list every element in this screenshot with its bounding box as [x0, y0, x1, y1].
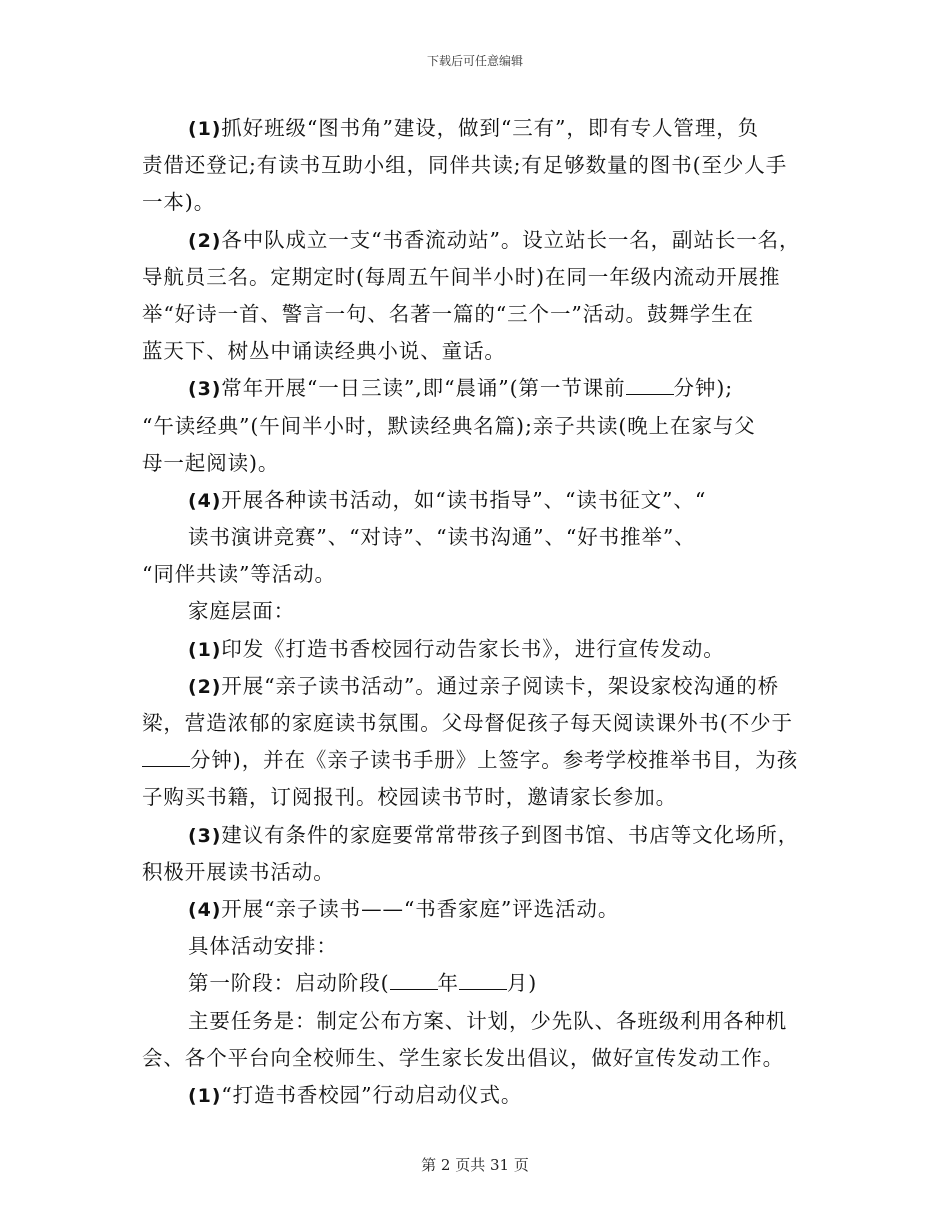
- text-line: [142, 928, 812, 965]
- text-line: [142, 445, 812, 482]
- text-line: [142, 408, 812, 445]
- text-line: [142, 965, 812, 1002]
- text-line: [142, 519, 812, 556]
- line-text: 各中队成立一支“书香流动站”。设立站长一名，副站长一名，: [221, 227, 801, 252]
- fill-blank: [459, 971, 507, 990]
- line-text: 读书演讲竞赛”、“对诗”、“读书沟通”、“好书推举”、: [188, 525, 696, 550]
- page-footer: 第 2 页共 31 页: [421, 1156, 529, 1174]
- line-text: 分钟);: [673, 376, 734, 401]
- text-line: [142, 891, 812, 928]
- line-text: 开展“亲子读书活动”。通过亲子阅读卡，架设家校沟通的桥: [221, 673, 780, 698]
- item-number: (3): [188, 824, 222, 847]
- text-line: [142, 110, 812, 147]
- line-text: 建议有条件的家庭要常常带孩子到图书馆、书店等文化场所，: [221, 822, 800, 847]
- text-line: [142, 333, 812, 370]
- text-line: [142, 593, 812, 630]
- fill-blank: [626, 376, 674, 395]
- line-text: 常年开展“一日三读”,即“晨诵”(第一节课前: [221, 376, 626, 401]
- line-text: 分钟)，并在《亲子读书手册》上签字。参考学校推举书目，为孩: [190, 748, 799, 773]
- text-line: [142, 779, 812, 816]
- line-text: “午读经典”(午间半小时，默读经典名篇);亲子共读(晚上在家与父: [142, 413, 756, 438]
- line-text: 梁，营造浓郁的家庭读书氛围。父母督促孩子每天阅读课外书(不少于: [142, 711, 793, 735]
- text-line: [142, 222, 812, 259]
- text-line: [142, 1040, 812, 1077]
- line-text: 年: [437, 971, 459, 996]
- line-text: “同伴共读”等活动。: [142, 562, 336, 587]
- line-text: 开展各种读书活动，如“读书指导”、“读书征文”、“: [221, 487, 707, 512]
- line-text: 家庭层面：: [188, 599, 295, 624]
- item-number: (3): [188, 378, 222, 401]
- text-line: [142, 742, 812, 779]
- text-line: [142, 854, 812, 891]
- line-text: 主要任务是：制定公布方案、计划，少先队、各班级利用各种机: [188, 1008, 788, 1033]
- line-text: 积极开展读书活动。: [142, 859, 335, 884]
- text-line: [142, 370, 812, 407]
- line-text: 开展“亲子读书——“书香家庭”评选活动。: [221, 896, 620, 921]
- line-text: 月): [506, 971, 538, 996]
- item-number: (2): [188, 229, 222, 252]
- text-line: [142, 296, 812, 333]
- page-header: 下载后可任意编辑: [426, 54, 523, 68]
- line-text: 责借还登记;有读书互助小组，同伴共读;有足够数量的图书(至少人手: [142, 153, 788, 178]
- text-line: [142, 817, 812, 854]
- text-line: [142, 1077, 812, 1114]
- item-number: (1): [188, 638, 222, 661]
- line-text: 母一起阅读)。: [142, 450, 280, 475]
- line-text: “打造书香校园”行动启动仪式。: [221, 1082, 523, 1107]
- line-text: 具体活动安排：: [188, 934, 338, 959]
- line-text: 第一阶段：启动阶段(: [188, 971, 390, 996]
- line-text: 会、各个平台向全校师生、学生家长发出倡议，做好宣传发动工作。: [142, 1045, 784, 1070]
- text-line: [142, 147, 812, 184]
- item-number: (1): [188, 1084, 222, 1107]
- item-number: (4): [188, 489, 222, 512]
- line-text: 蓝天下、树丛中诵读经典小说、童话。: [142, 339, 506, 364]
- line-text: 举“好诗一首、警言一句、名著一篇的“三个一”活动。鼓舞学生在: [142, 301, 754, 326]
- text-line: [142, 259, 812, 296]
- line-text: 子购买书籍，订阅报刊。校园读书节时，邀请家长参加。: [142, 785, 677, 810]
- text-line: [142, 705, 812, 742]
- item-number: (1): [188, 118, 222, 140]
- text-line: [142, 556, 812, 593]
- text-line: [142, 668, 812, 705]
- item-number: (4): [188, 898, 222, 921]
- line-text: 一本)。: [142, 190, 216, 215]
- line-text: 抓好班级“图书角”建设，做到“三有”，即有专人管理，负: [221, 116, 760, 140]
- text-line: [142, 1003, 812, 1040]
- document-body: [142, 110, 812, 1114]
- fill-blank: [142, 748, 190, 767]
- line-text: 导航员三名。定期定时(每周五午间半小时)在同一年级内流动开展推: [142, 264, 781, 289]
- text-line: [142, 184, 812, 221]
- item-number: (2): [188, 675, 222, 698]
- fill-blank: [390, 971, 438, 990]
- text-line: [142, 631, 812, 668]
- text-line: [142, 482, 812, 519]
- line-text: 印发《打造书香校园行动告家长书》，进行宣传发动。: [221, 636, 725, 661]
